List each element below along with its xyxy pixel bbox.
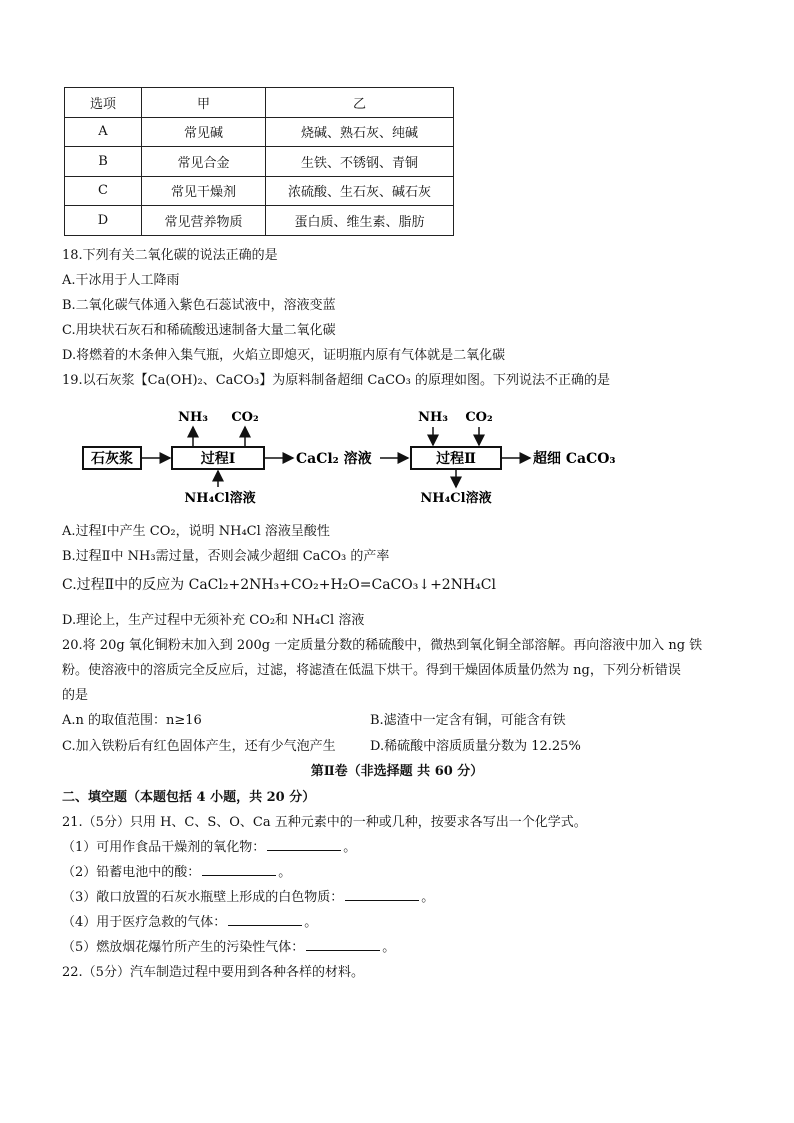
q21-item-end: 。	[304, 915, 318, 930]
table-cell: 蛋白质、维生素、脂肪	[266, 206, 454, 236]
q18-stem: 18.下列有关二氧化碳的说法正确的是	[62, 248, 278, 263]
q21-item-end: 。	[421, 890, 435, 905]
q20-line2: 粉。使溶液中的溶质完全反应后，过滤，将滤渣在低温下烘干。得到干燥固体质量仍然为 ng，下列分析错误	[62, 663, 681, 678]
q21-stem: 21.（5分）只用 H、C、S、O、Ca 五种元素中的一种或几种，按要求各写出一个化学式。	[62, 815, 587, 830]
classification-table	[64, 87, 454, 236]
answer-blank[interactable]	[228, 912, 302, 926]
q18-option-c: C.用块状石灰石和稀硫酸迅速制备大量二氧化碳	[62, 323, 336, 338]
q20-line1: 20.将 20g 氧化铜粉末加入到 200g 一定质量分数的稀硫酸中，微热到氧化铜全部溶解。再向溶液中加入 ng 铁	[62, 638, 703, 653]
table-row	[65, 147, 454, 177]
p1-in-label: NH₄Cl溶液	[184, 491, 256, 506]
table-cell: A	[65, 117, 142, 147]
table-cell: 常见营养物质	[142, 206, 266, 236]
q21-item-end: 。	[278, 865, 292, 880]
q18-option-d: D.将燃着的木条伸入集气瓶，火焰立即熄灭，证明瓶内原有气体就是二氧化碳	[62, 348, 506, 363]
q20-option-b: B.滤渣中一定含有铜，可能含有铁	[370, 713, 566, 728]
q21-item	[62, 886, 434, 905]
answer-blank[interactable]	[267, 837, 341, 851]
p2-in1-label: NH₃	[418, 410, 448, 425]
table-cell: C	[65, 176, 142, 206]
q21-item	[62, 861, 291, 880]
section-title: 第Ⅱ卷（非选择题 共 60 分）	[310, 764, 484, 779]
q20-option-d: D.稀硫酸中溶质质量分数为 12.25%	[370, 739, 581, 754]
process2-label: 过程Ⅱ	[436, 451, 476, 467]
q20-option-a: A.n 的取值范围：n≥16	[62, 713, 202, 728]
table-cell: 常见合金	[142, 147, 266, 177]
middle-label: CaCl₂ 溶液	[296, 451, 372, 467]
table-cell: D	[65, 206, 142, 236]
table-cell: 生铁、不锈钢、青铜	[266, 147, 454, 177]
q21-item-text: （5）燃放烟花爆竹所产生的污染性气体：	[62, 940, 305, 955]
q21-item-text: （1）可用作食品干燥剂的氧化物：	[62, 840, 266, 855]
q21-item-text: （2）铅蓄电池中的酸：	[62, 865, 201, 880]
p1-out2-label: CO₂	[231, 410, 259, 425]
table-cell: B	[65, 147, 142, 177]
answer-blank[interactable]	[306, 937, 380, 951]
table-row	[65, 176, 454, 206]
answer-blank[interactable]	[202, 862, 276, 876]
table-cell: 烧碱、熟石灰、纯碱	[266, 117, 454, 147]
answer-blank[interactable]	[345, 887, 419, 901]
q19-stem: 19.以石灰浆【Ca(OH)₂、CaCO₃】为原料制备超细 CaCO₃ 的原理如图。下列说法不正确的是	[62, 373, 611, 388]
q22-stem: 22.（5分）汽车制造过程中要用到各种各样的材料。	[62, 965, 364, 980]
table-cell: 常见干燥剂	[142, 176, 266, 206]
q18-option-b: B.二氧化碳气体通入紫色石蕊试液中，溶液变蓝	[62, 298, 336, 313]
table-cell: 常见碱	[142, 117, 266, 147]
q19-option-a: A.过程Ⅰ中产生 CO₂，说明 NH₄Cl 溶液呈酸性	[62, 524, 330, 539]
process1-label: 过程Ⅰ	[200, 451, 236, 467]
table-header-cell: 选项	[65, 88, 142, 118]
q21-item-text: （3）敞口放置的石灰水瓶壁上形成的白色物质：	[62, 890, 344, 905]
q18-option-a: A.干冰用于人工降雨	[62, 273, 180, 288]
q20-option-c: C.加入铁粉后有红色固体产生，还有少气泡产生	[62, 739, 336, 754]
p1-out1-label: NH₃	[178, 410, 208, 425]
q21-item	[62, 836, 356, 855]
table-row	[65, 206, 454, 236]
q19-option-c: C.过程Ⅱ中的反应为 CaCl₂+2NH₃+CO₂+H₂O=CaCO₃↓+2NH₄Cl	[62, 577, 496, 593]
table-header-cell: 乙	[266, 88, 454, 118]
table-header-cell: 甲	[142, 88, 266, 118]
start-label: 石灰浆	[91, 451, 133, 467]
table-row	[65, 117, 454, 147]
table-header-row	[65, 88, 454, 118]
table-cell: 浓硫酸、生石灰、碱石灰	[266, 176, 454, 206]
q21-item-end: 。	[343, 840, 357, 855]
p2-in2-label: CO₂	[465, 410, 493, 425]
process-flow-diagram	[0, 395, 794, 515]
q19-option-b: B.过程Ⅱ中 NH₃需过量，否则会减少超细 CaCO₃ 的产率	[62, 549, 390, 564]
p2-out-label: NH₄Cl溶液	[420, 491, 492, 506]
q20-line3: 的是	[62, 688, 89, 703]
q21-item-end: 。	[382, 940, 396, 955]
q21-item-text: （4）用于医疗急救的气体：	[62, 915, 227, 930]
q21-item	[62, 936, 395, 955]
part-heading: 二、填空题（本题包括 4 小题，共 20 分）	[62, 790, 316, 805]
q21-item	[62, 911, 317, 930]
q19-option-d: D.理论上，生产过程中无须补充 CO₂和 NH₄Cl 溶液	[62, 613, 365, 628]
product-label: 超细 CaCO₃	[533, 451, 616, 467]
